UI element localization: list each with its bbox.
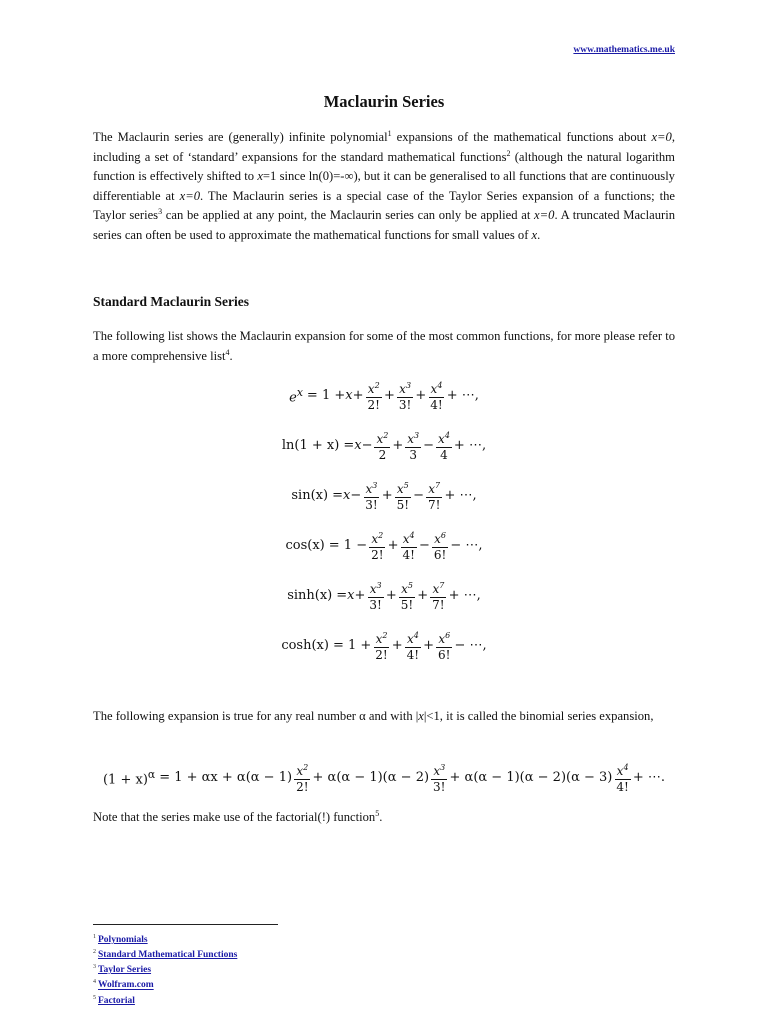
equation-term: = (343, 438, 355, 453)
exponent: 6 (440, 531, 447, 540)
fraction-denominator: 3! (369, 598, 382, 612)
equation-row (282, 428, 486, 463)
equation-lhs: sinh(x) (287, 588, 333, 603)
equation (0, 378, 768, 413)
fraction (374, 428, 390, 463)
fraction (432, 528, 448, 563)
fraction-numerator: $x^6$ (432, 528, 448, 548)
fraction-numerator: $x^3$ (364, 478, 380, 498)
equation-lhs: ln(1 + x) (281, 438, 340, 453)
equation-term: − ⋯, (450, 538, 483, 553)
footnote-link[interactable]: Wolfram.com (98, 980, 154, 991)
exponent: 4 (623, 763, 629, 772)
note-paragraph: Note that the series make use of the factorial(!) function$^5$. (93, 808, 383, 824)
equation-lhs: cos(x) (285, 538, 325, 553)
variable: x (347, 588, 355, 603)
fraction-denominator: 3! (433, 780, 446, 794)
exponent: 2 (382, 631, 388, 640)
fraction-numerator: $x^2$ (294, 760, 310, 780)
equation-term: + (391, 638, 403, 653)
equation-term: + (385, 588, 397, 603)
equation-term: − ⋯, (454, 638, 487, 653)
intro-paragraph: The Maclaurin series are (generally) infinite polynomial$^1$ expansions of the mathematical functions about x=0, including a set of ‘standard’ expansions for the standard mathematical functions$^2$ (although the natural logarithm function is effectively shifted to x=1 since ln(0)=-∞), but it can be generalised to all functions that are continuously differentiable at x=0. The Maclaurin series is a special case of the Taylor Series expansion of a functions; the Taylor series$^3$ can be applied at any point, the Maclaurin series can only be applied at x=0. A truncated Maclaurin series can often be used to approximate the mathematical functions for small values of x. (93, 128, 676, 242)
equation-term: + ⋯, (444, 488, 477, 503)
exponent: 2 (383, 431, 389, 440)
fraction-denominator: 2! (375, 648, 388, 662)
fraction-numerator: $x^6$ (436, 628, 452, 648)
exponent: 2 (374, 381, 380, 390)
equation-term: + ⋯, (453, 438, 487, 453)
fraction-denominator: 2! (296, 780, 309, 794)
equation-lhs: sin(x) (291, 488, 329, 503)
equation-term: + (352, 388, 364, 403)
fraction-denominator: 2! (371, 548, 384, 562)
fraction (400, 528, 416, 563)
exponent: 7 (435, 481, 441, 490)
fraction-denominator: 4! (406, 648, 420, 662)
equation-lhs: cosh(x) (281, 638, 329, 653)
exponent: 4 (437, 381, 443, 390)
equation-row (103, 760, 665, 795)
binomial-intro-paragraph: The following expansion is true for any real number α and with |x|<1, it is called the binomial series expansion, (93, 709, 654, 723)
fraction-numerator: $x^4$ (436, 428, 452, 448)
footnote-ref-3[interactable]: 3 (158, 207, 163, 217)
fraction (367, 578, 383, 613)
fraction (436, 428, 452, 463)
fraction-denominator: 4! (402, 548, 415, 562)
equation-term: = (332, 488, 343, 503)
equation-term: + (383, 388, 395, 403)
equation-lhs: $(1 + x)^\alpha$ (102, 767, 156, 788)
exponent: 6 (445, 631, 451, 640)
equation-term: + α(α − 1)(α − 2)(α − 3) (449, 770, 613, 785)
equation-term: + (387, 538, 399, 553)
fraction (366, 378, 382, 413)
equation-term: = (336, 588, 348, 603)
fraction-denominator: 7! (427, 498, 441, 512)
equation-term: − (423, 438, 435, 453)
equation (0, 528, 768, 563)
variable: x (342, 488, 351, 503)
equation-term: + (423, 638, 435, 653)
fraction-numerator: $x^4$ (401, 528, 417, 548)
fraction-denominator: 4! (430, 398, 443, 412)
equation-term: − (361, 438, 373, 453)
equation-term: + ⋯, (446, 388, 479, 403)
fraction-denominator: 2! (367, 398, 380, 412)
fraction (428, 378, 444, 413)
fraction-numerator: $x^2$ (366, 378, 382, 398)
equation-term: + (354, 588, 366, 603)
footnote-number: 1 (93, 934, 96, 940)
section-heading: Standard Maclaurin Series (93, 294, 250, 309)
variable: x (345, 388, 353, 403)
variable: x (354, 438, 362, 453)
page-title: Maclaurin Series (323, 92, 445, 111)
exponent: x (296, 385, 303, 399)
footnote-ref-4[interactable]: 4 (225, 347, 230, 357)
footnote-link[interactable]: Standard Mathematical Functions (98, 950, 238, 961)
fraction-denominator: 6! (433, 548, 447, 562)
fraction-numerator: $x^5$ (395, 478, 411, 498)
exponent: 3 (405, 381, 412, 390)
fraction (373, 628, 389, 663)
fraction (426, 478, 442, 513)
equation (0, 428, 768, 463)
exponent: 3 (440, 763, 446, 772)
footnote-link[interactable]: Taylor Series (98, 965, 152, 976)
footnote-ref-2[interactable]: 2 (506, 148, 511, 158)
footnote-line (93, 946, 237, 961)
exponent: 2 (378, 531, 384, 540)
footnote-number: 5 (93, 994, 96, 1001)
equation-term: + (415, 388, 427, 403)
equation-term: = 1 + αx + α(α − 1) (159, 770, 293, 785)
site-link[interactable]: www.mathematics.me.uk (573, 45, 675, 55)
fraction-denominator: 3 (409, 448, 418, 462)
fraction-numerator: $x^3$ (431, 760, 447, 780)
fraction-numerator: $x^2$ (374, 628, 390, 648)
exponent: 4 (413, 631, 419, 640)
fraction-numerator: $x^4$ (615, 760, 631, 780)
fraction (363, 478, 379, 513)
exponent: 4 (409, 531, 415, 540)
exponent: α (147, 767, 156, 781)
equation-term: + (381, 488, 393, 503)
fraction (405, 628, 421, 663)
exponent: 5 (407, 581, 413, 590)
equation-term: = 1 − (328, 538, 368, 553)
footnote-ref-5[interactable]: 5 (375, 808, 380, 818)
list-intro-paragraph: The following list shows the Maclaurin expansion for some of the most common functions, for more please refer to a more comprehensive list$^4$. (93, 329, 675, 363)
fraction (397, 378, 413, 413)
equation-term: + ⋯, (448, 588, 481, 603)
equation-term: − (418, 538, 430, 553)
fraction (430, 578, 446, 613)
fraction-numerator: $x^3$ (405, 428, 421, 448)
equation-term: = 1 + (332, 638, 372, 653)
fraction-denominator: 4 (440, 448, 448, 462)
footnote-line (93, 961, 237, 976)
fraction-denominator: 5! (396, 498, 410, 512)
equation (0, 628, 768, 663)
footnote-line (93, 931, 237, 946)
binomial-equation (0, 760, 768, 795)
fraction (369, 528, 385, 563)
equation-lhs: $e^x$ (289, 385, 303, 406)
footnote-number: 4 (93, 979, 96, 986)
fraction-numerator: $x^2$ (374, 428, 390, 448)
fraction (405, 428, 421, 463)
equation-term: + (392, 438, 404, 453)
exponent: 3 (372, 481, 378, 490)
equation-term: = 1 + (306, 388, 346, 403)
exponent: 7 (439, 581, 445, 590)
fraction-numerator: $x^2$ (369, 528, 385, 548)
fraction-denominator: 7! (432, 598, 445, 612)
equation-row (291, 478, 476, 513)
fraction-numerator: $x^4$ (405, 628, 421, 648)
fraction-numerator: $x^7$ (430, 578, 446, 598)
equation (0, 578, 768, 613)
equation-row (289, 378, 479, 413)
exponent: 5 (403, 481, 409, 490)
fraction-numerator: $x^7$ (426, 478, 442, 498)
fraction-denominator: 3! (398, 398, 412, 412)
fraction-numerator: $x^5$ (399, 578, 415, 598)
footnote-line (93, 976, 237, 991)
equation (0, 478, 768, 513)
equation-row (286, 528, 483, 563)
footnote-link[interactable]: Factorial (98, 995, 135, 1006)
fraction (436, 628, 452, 663)
footnote-number: 3 (93, 964, 96, 971)
fraction-denominator: 5! (400, 598, 414, 612)
fraction-numerator: $x^3$ (368, 578, 384, 598)
equation-term: + α(α − 1)(α − 2) (312, 770, 430, 785)
fraction (614, 760, 630, 795)
fraction-denominator: 2 (378, 448, 387, 462)
fraction-numerator: $x^3$ (397, 378, 413, 398)
fraction (399, 578, 415, 613)
exponent: 2 (303, 763, 309, 772)
fraction-denominator: 3! (365, 498, 378, 512)
equation-term: − (350, 488, 362, 503)
exponent: 3 (414, 431, 420, 440)
footnote-link[interactable]: Polynomials (98, 935, 148, 946)
fraction (395, 478, 411, 513)
equation-term: + (417, 588, 429, 603)
footnote-ref-1[interactable]: 1 (387, 128, 392, 138)
equation-term: + ⋯. (632, 770, 666, 785)
fraction (294, 760, 310, 795)
fraction-denominator: 6! (438, 648, 451, 662)
fraction-numerator: $x^4$ (429, 378, 445, 398)
exponent: 4 (444, 431, 450, 440)
footnote-divider (93, 924, 278, 925)
exponent: 3 (376, 581, 382, 590)
fraction-denominator: 4! (616, 780, 629, 794)
fraction (431, 760, 447, 795)
footnote-line (93, 992, 237, 1007)
equation-row (287, 578, 481, 613)
footnotes (93, 931, 237, 1007)
footnote-number: 2 (93, 949, 96, 956)
equation-term: − (413, 488, 424, 503)
equation-row (281, 628, 486, 663)
